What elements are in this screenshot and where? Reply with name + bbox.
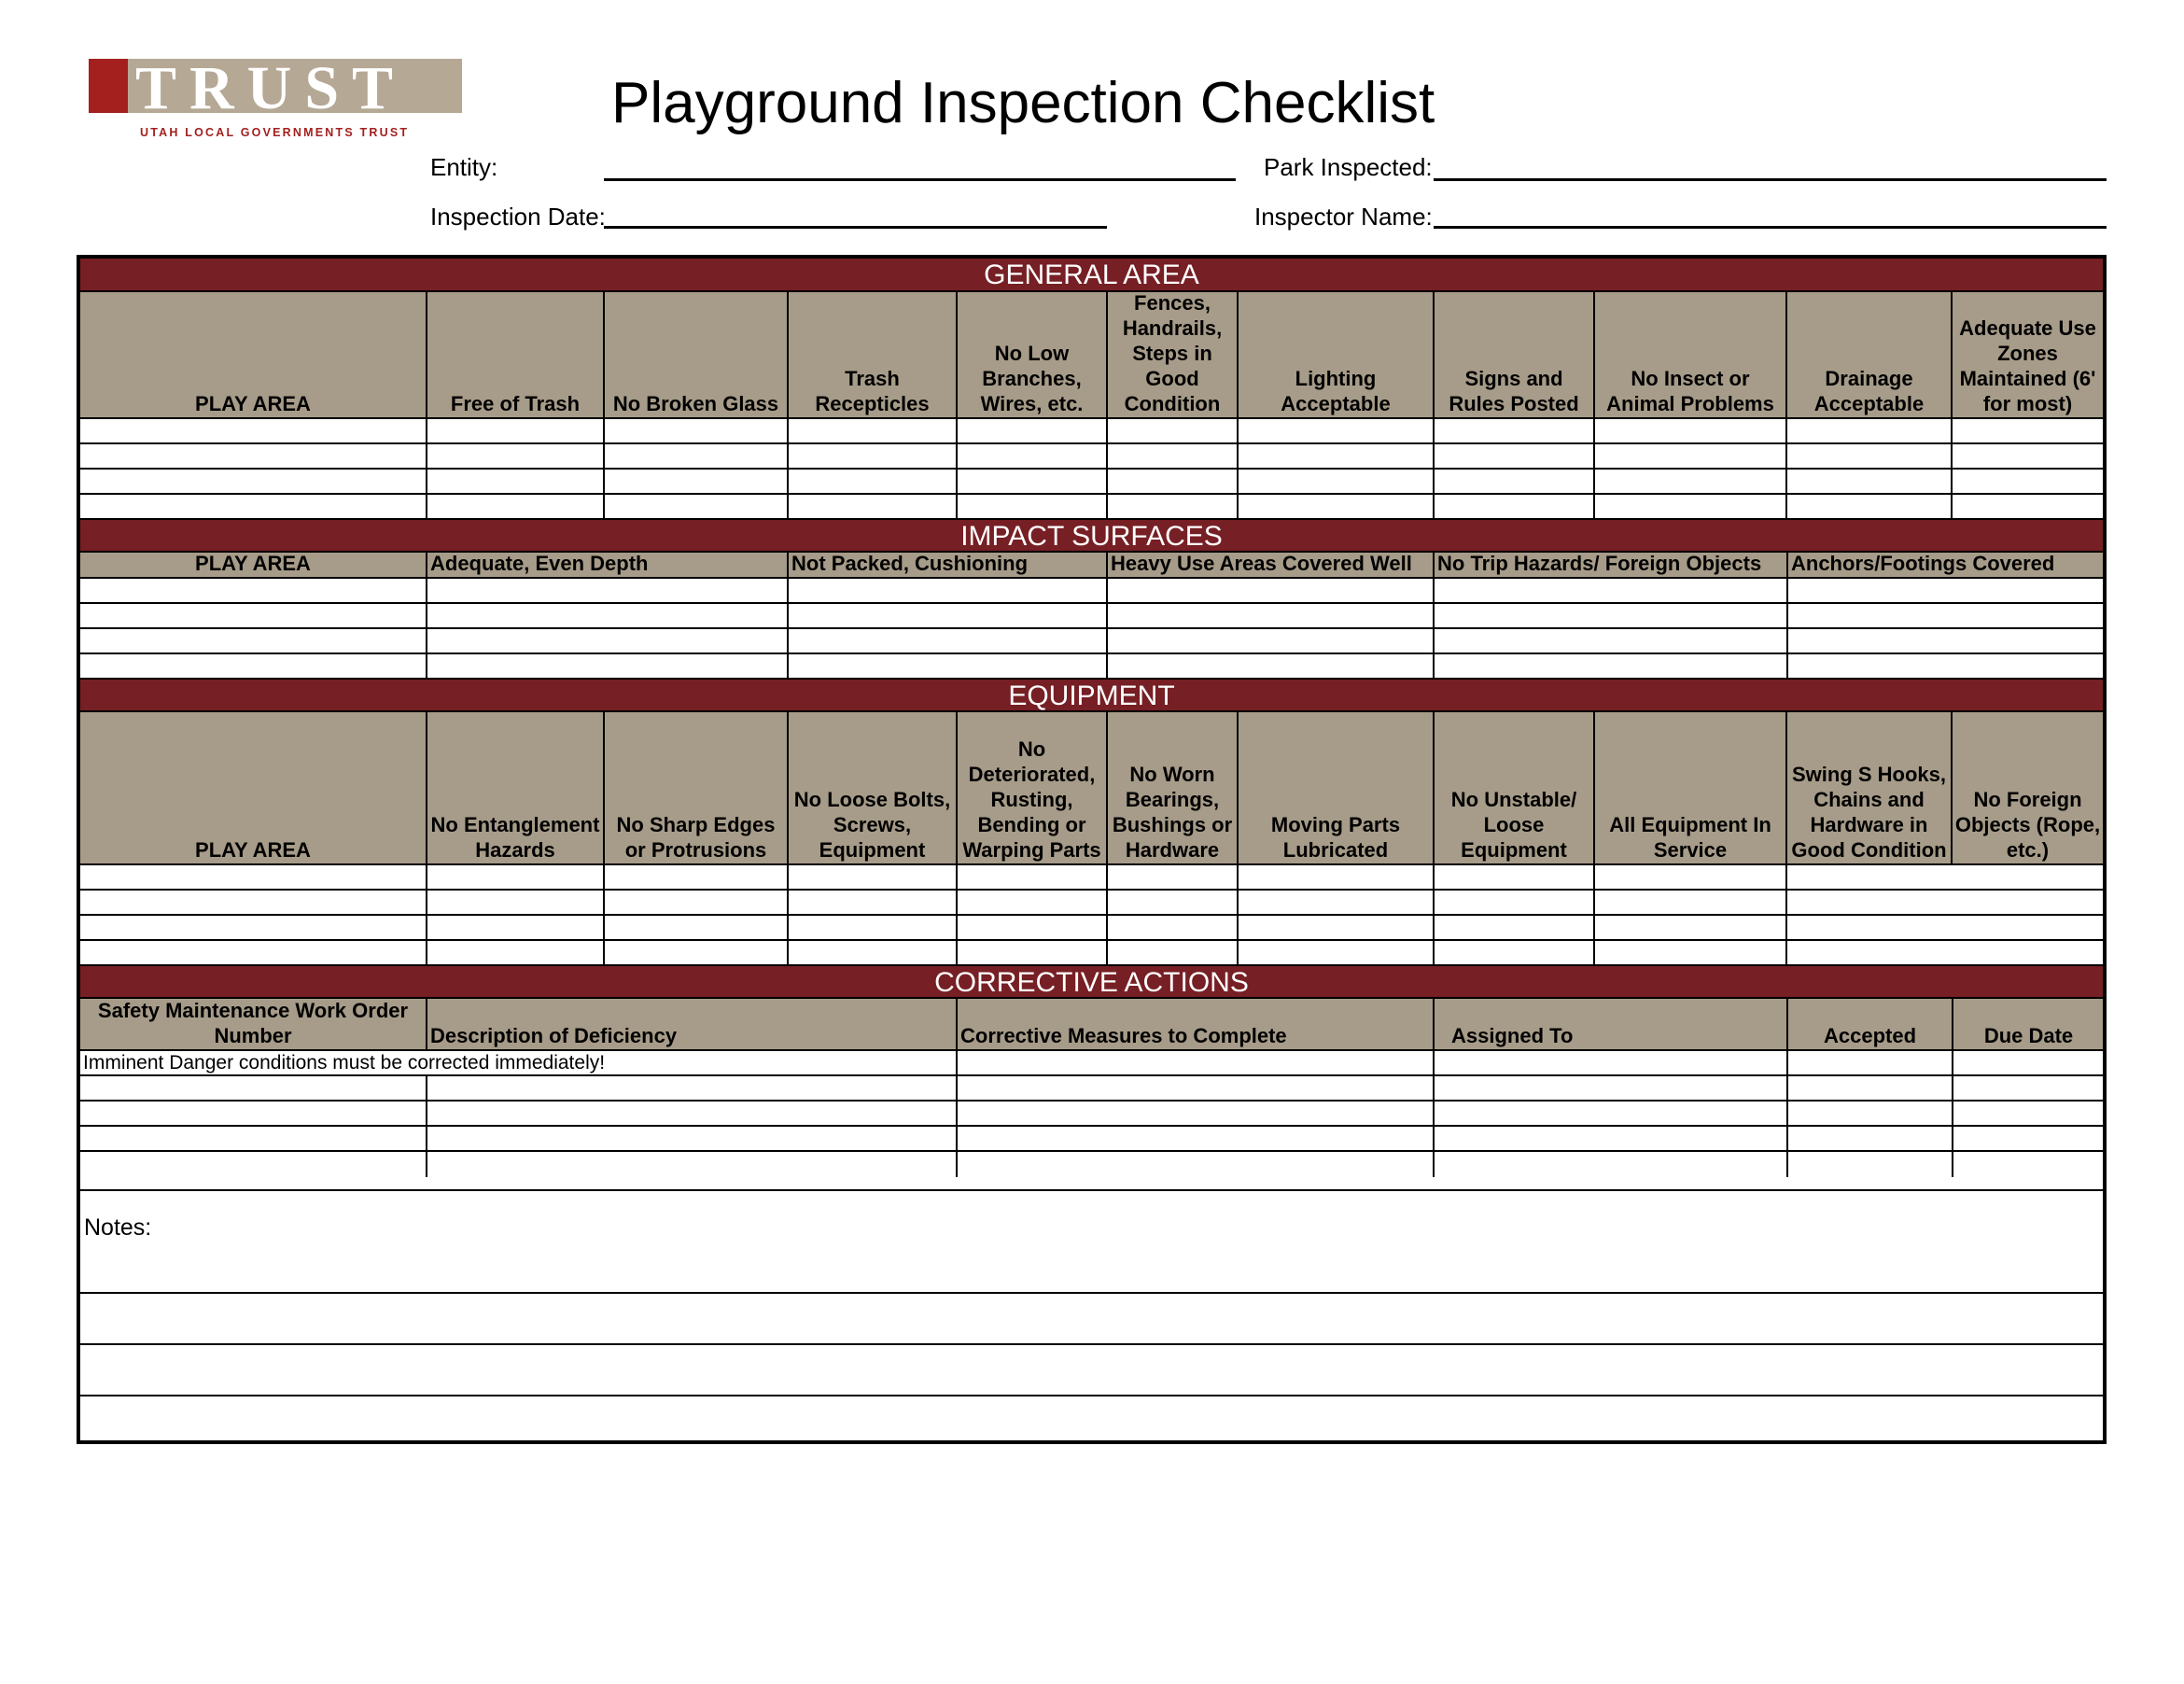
checklist-grid bbox=[77, 255, 2107, 1444]
table-row[interactable] bbox=[80, 604, 2103, 629]
table-row[interactable] bbox=[80, 444, 2103, 470]
ga-header-no-broken-glass: No Broken Glass bbox=[605, 292, 789, 417]
park-inspected-line[interactable] bbox=[1434, 178, 2107, 181]
table-row[interactable] bbox=[80, 495, 2103, 520]
inspection-date-line[interactable] bbox=[604, 226, 1107, 229]
eq-header-no-entanglement: No Entanglement Hazards bbox=[427, 712, 605, 863]
entity-label: Entity: bbox=[430, 153, 498, 181]
eq-header-moving-parts: Moving Parts Lubricated bbox=[1239, 712, 1435, 863]
notes-line[interactable] bbox=[80, 1343, 2103, 1345]
ga-header-signs-rules: Signs and Rules Posted bbox=[1435, 292, 1595, 417]
table-row[interactable] bbox=[80, 419, 2103, 444]
logo-wordmark: TRUST bbox=[135, 59, 407, 122]
table-row[interactable] bbox=[80, 629, 2103, 654]
table-row[interactable] bbox=[80, 579, 2103, 604]
logo-red-block bbox=[89, 59, 128, 113]
is-header-not-packed: Not Packed, Cushioning bbox=[789, 553, 1108, 577]
impact-surfaces-header-row bbox=[80, 553, 2103, 579]
ca-header-assigned-to: Assigned To bbox=[1435, 999, 1788, 1049]
table-row[interactable] bbox=[80, 941, 2103, 966]
ga-header-lighting: Lighting Acceptable bbox=[1239, 292, 1435, 417]
table-row[interactable] bbox=[80, 891, 2103, 916]
is-header-anchors-footings: Anchors/Footings Covered bbox=[1791, 553, 2055, 575]
is-header-no-trip-hazards: No Trip Hazards/ Foreign Objects bbox=[1435, 553, 1788, 577]
inspection-date-label: Inspection Date: bbox=[430, 203, 606, 231]
eq-header-no-loose-bolts: No Loose Bolts, Screws, Equipment bbox=[789, 712, 958, 863]
eq-header-no-sharp-edges: No Sharp Edges or Protrusions bbox=[605, 712, 789, 863]
is-header-even-depth: Adequate, Even Depth bbox=[427, 553, 789, 577]
ga-header-trash-recepticles: Trash Recepticles bbox=[789, 292, 958, 417]
section-corrective-actions: CORRECTIVE ACTIONS bbox=[80, 966, 2103, 999]
table-row[interactable] bbox=[80, 865, 2103, 891]
entity-line[interactable] bbox=[604, 178, 1236, 181]
notes-line[interactable] bbox=[80, 1395, 2103, 1396]
ga-header-no-low-branches: No Low Branches, Wires, etc. bbox=[958, 292, 1108, 417]
trust-logo bbox=[89, 59, 462, 143]
eq-header-in-service: All Equipment In Service bbox=[1595, 712, 1787, 863]
ga-header-free-of-trash: Free of Trash bbox=[427, 292, 605, 417]
section-general-area: GENERAL AREA bbox=[80, 259, 2103, 292]
table-row[interactable] bbox=[80, 916, 2103, 941]
ca-header-work-order: Safety Maintenance Work Order Number bbox=[80, 999, 427, 1049]
ga-header-no-insect: No Insect or Animal Problems bbox=[1595, 292, 1787, 417]
table-row[interactable] bbox=[80, 1152, 2103, 1177]
page-title: Playground Inspection Checklist bbox=[611, 71, 1435, 135]
ca-header-description: Description of Deficiency bbox=[427, 999, 958, 1049]
logo-subtitle: UTAH LOCAL GOVERNMENTS TRUST bbox=[140, 126, 410, 139]
ga-header-play-area: PLAY AREA bbox=[80, 292, 427, 417]
section-impact-surfaces: IMPACT SURFACES bbox=[80, 520, 2103, 553]
inspector-name-line[interactable] bbox=[1434, 226, 2107, 229]
ga-header-fences-handrails: Fences, Handrails, Steps in Good Condition bbox=[1108, 292, 1239, 417]
eq-header-no-unstable: No Unstable/ Loose Equipment bbox=[1435, 712, 1595, 863]
eq-header-swing-hooks: Swing S Hooks, Chains and Hardware in Good Condition bbox=[1787, 712, 1953, 863]
park-inspected-label: Park Inspected: bbox=[1264, 153, 1433, 181]
section-equipment: EQUIPMENT bbox=[80, 680, 2103, 712]
notes-line[interactable] bbox=[80, 1292, 2103, 1294]
ca-header-corrective-measures: Corrective Measures to Complete bbox=[958, 999, 1435, 1049]
corrective-actions-header-row bbox=[80, 999, 2103, 1051]
table-row[interactable] bbox=[80, 1102, 2103, 1127]
notes-top-line bbox=[80, 1189, 2103, 1191]
ga-header-use-zones: Adequate Use Zones Maintained (6' for most) bbox=[1959, 316, 2096, 415]
table-row[interactable] bbox=[80, 1051, 2103, 1076]
imminent-danger-note: Imminent Danger conditions must be corrected immediately! bbox=[80, 1051, 958, 1074]
is-header-play-area: PLAY AREA bbox=[80, 553, 427, 577]
ca-header-due-date: Due Date bbox=[1983, 1024, 2074, 1047]
eq-header-play-area: PLAY AREA bbox=[80, 712, 427, 863]
table-row[interactable] bbox=[80, 1127, 2103, 1152]
eq-header-no-foreign-objects: No Foreign Objects (Rope, etc.) bbox=[1954, 788, 2101, 862]
table-row[interactable] bbox=[80, 654, 2103, 680]
ca-header-accepted: Accepted bbox=[1788, 999, 1953, 1049]
inspector-name-label: Inspector Name: bbox=[1254, 203, 1433, 231]
table-row[interactable] bbox=[80, 470, 2103, 495]
eq-header-no-worn-bearings: No Worn Bearings, Bushings or Hardware bbox=[1108, 712, 1239, 863]
equipment-header-row bbox=[80, 712, 2103, 865]
is-header-heavy-use: Heavy Use Areas Covered Well bbox=[1108, 553, 1435, 577]
notes-label: Notes: bbox=[84, 1214, 152, 1241]
ga-header-drainage: Drainage Acceptable bbox=[1787, 292, 1953, 417]
table-row[interactable] bbox=[80, 1076, 2103, 1102]
eq-header-no-deteriorated: No Deteriorated, Rusting, Bending or Warping Parts bbox=[958, 712, 1108, 863]
general-area-header-row bbox=[80, 292, 2103, 419]
